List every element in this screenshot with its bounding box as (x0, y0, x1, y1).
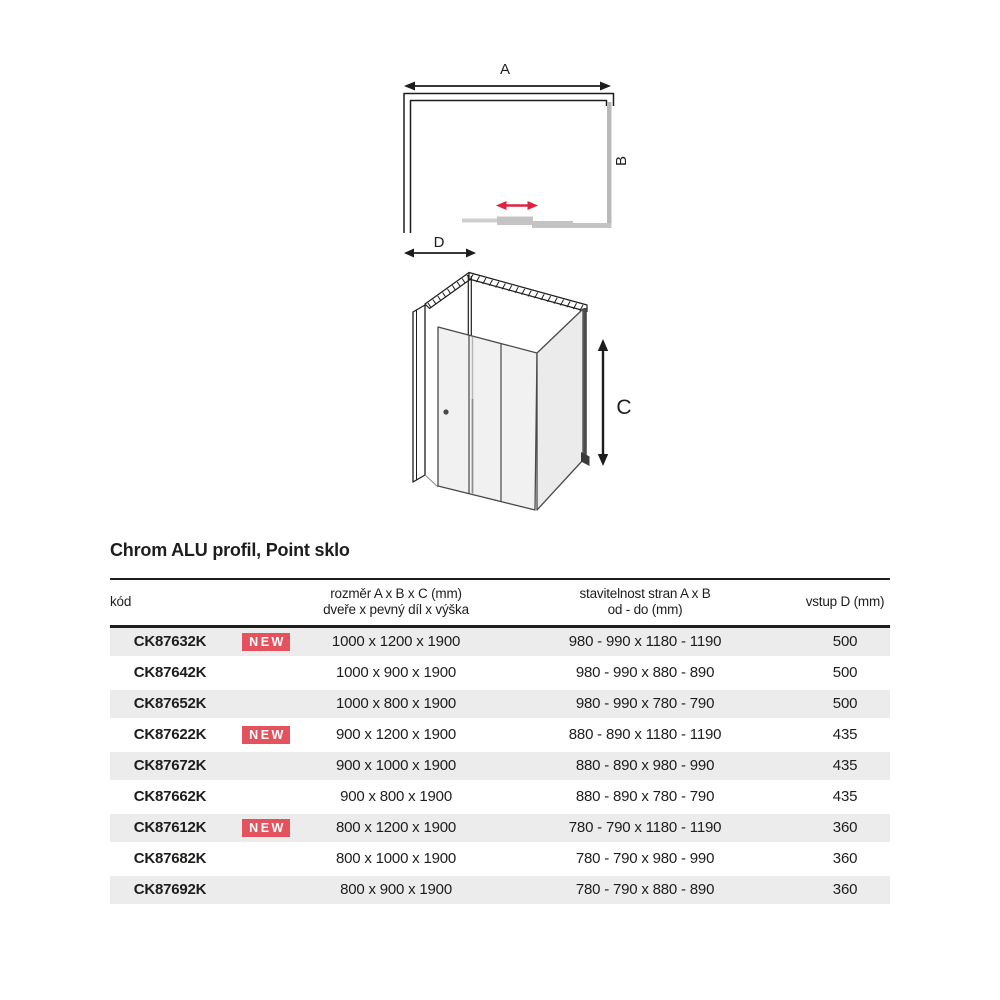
table-row (110, 750, 890, 781)
cell-stavitelnost: 780 - 790 x 1180 - 1190 (490, 812, 800, 843)
cell-stavitelnost: 980 - 990 x 1180 - 1190 (490, 626, 800, 657)
table-row (110, 688, 890, 719)
spec-table-header (110, 579, 890, 626)
back-corner-post (468, 275, 471, 336)
cell-stavitelnost: 780 - 790 x 880 - 890 (490, 874, 800, 905)
column-header-rozmer-line1: rozměr A x B x C (mm) (330, 586, 462, 601)
column-header-kod: kód (110, 579, 302, 626)
column-header-rozmer-line2: dveře x pevný díl x výška (323, 601, 469, 617)
cell-stavitelnost: 880 - 890 x 1180 - 1190 (490, 719, 800, 750)
cell-stavitelnost: 980 - 990 x 880 - 890 (490, 657, 800, 688)
cell-vstup: 500 (800, 657, 890, 688)
table-row (110, 812, 890, 843)
cell-rozmer: 900 x 1000 x 1900 (302, 750, 490, 781)
cell-rozmer: 900 x 1200 x 1900 (302, 719, 490, 750)
table-row (110, 657, 890, 688)
door-handle-knob (443, 409, 448, 414)
cell-stavitelnost: 980 - 990 x 780 - 790 (490, 688, 800, 719)
column-header-vstup: vstup D (mm) (800, 579, 890, 626)
table-row (110, 843, 890, 874)
cell-new-badge (230, 750, 302, 781)
cell-new-badge (230, 626, 302, 657)
cell-stavitelnost: 880 - 890 x 780 - 790 (490, 781, 800, 812)
table-row (110, 781, 890, 812)
cell-vstup: 500 (800, 626, 890, 657)
cell-new-badge (230, 719, 302, 750)
table-row (110, 719, 890, 750)
sliding-door-face (438, 327, 537, 510)
cell-vstup: 360 (800, 843, 890, 874)
cell-rozmer: 800 x 1200 x 1900 (302, 812, 490, 843)
wall-outline (404, 94, 614, 234)
cell-vstup: 435 (800, 719, 890, 750)
cell-kod: CK87672K (110, 750, 230, 781)
cell-kod: CK87612K (110, 812, 230, 843)
dimension-a-label: A (499, 61, 511, 78)
cell-new-badge (230, 874, 302, 905)
left-return-panel (413, 305, 438, 487)
cell-new-badge (230, 657, 302, 688)
dimension-c-label: C (616, 396, 632, 419)
top-frame-right-bar (469, 273, 587, 312)
cell-rozmer: 800 x 900 x 1900 (302, 874, 490, 905)
cell-kod: CK87662K (110, 781, 230, 812)
cell-vstup: 435 (800, 750, 890, 781)
cell-stavitelnost: 880 - 890 x 980 - 990 (490, 750, 800, 781)
glass-side-wall (607, 102, 612, 228)
3d-view-diagram (400, 263, 645, 533)
cell-vstup: 360 (800, 812, 890, 843)
sliding-door-bars (462, 217, 612, 229)
new-badge: NEW (242, 633, 290, 652)
table-row (110, 874, 890, 905)
cell-vstup: 500 (800, 688, 890, 719)
cell-new-badge (230, 781, 302, 812)
cell-kod: CK87632K (110, 626, 230, 657)
cell-stavitelnost: 780 - 790 x 980 - 990 (490, 843, 800, 874)
column-header-stavitelnost (490, 579, 800, 626)
cell-kod: CK87652K (110, 688, 230, 719)
column-header-stavitelnost-line2: od - do (mm) (607, 601, 683, 617)
dimension-b-label: B (613, 155, 630, 167)
plan-view-diagram (385, 52, 645, 267)
new-badge: NEW (242, 726, 290, 745)
right-side-panel (537, 308, 590, 510)
column-header-rozmer (302, 579, 490, 626)
column-header-stavitelnost-line1: stavitelnost stran A x B (579, 586, 711, 601)
cell-new-badge (230, 688, 302, 719)
dimension-c-arrow (598, 339, 608, 466)
cell-kod: CK87642K (110, 657, 230, 688)
cell-new-badge (230, 812, 302, 843)
cell-vstup: 435 (800, 781, 890, 812)
cell-rozmer: 1000 x 1200 x 1900 (302, 626, 490, 657)
spec-table (110, 578, 890, 907)
table-row (110, 626, 890, 657)
top-frame-left-bar (425, 273, 474, 309)
dimension-a-arrow (404, 82, 611, 91)
dimension-d-label: D (433, 234, 445, 251)
cell-rozmer: 900 x 800 x 1900 (302, 781, 490, 812)
cell-vstup: 360 (800, 874, 890, 905)
cell-rozmer: 1000 x 900 x 1900 (302, 657, 490, 688)
section-title: Chrom ALU profil, Point sklo (110, 540, 350, 560)
cell-rozmer: 800 x 1000 x 1900 (302, 843, 490, 874)
cell-kod: CK87622K (110, 719, 230, 750)
cell-rozmer: 1000 x 800 x 1900 (302, 688, 490, 719)
new-badge: NEW (242, 819, 290, 838)
slide-direction-arrow (496, 201, 538, 210)
cell-new-badge (230, 843, 302, 874)
cell-kod: CK87692K (110, 874, 230, 905)
cell-kod: CK87682K (110, 843, 230, 874)
